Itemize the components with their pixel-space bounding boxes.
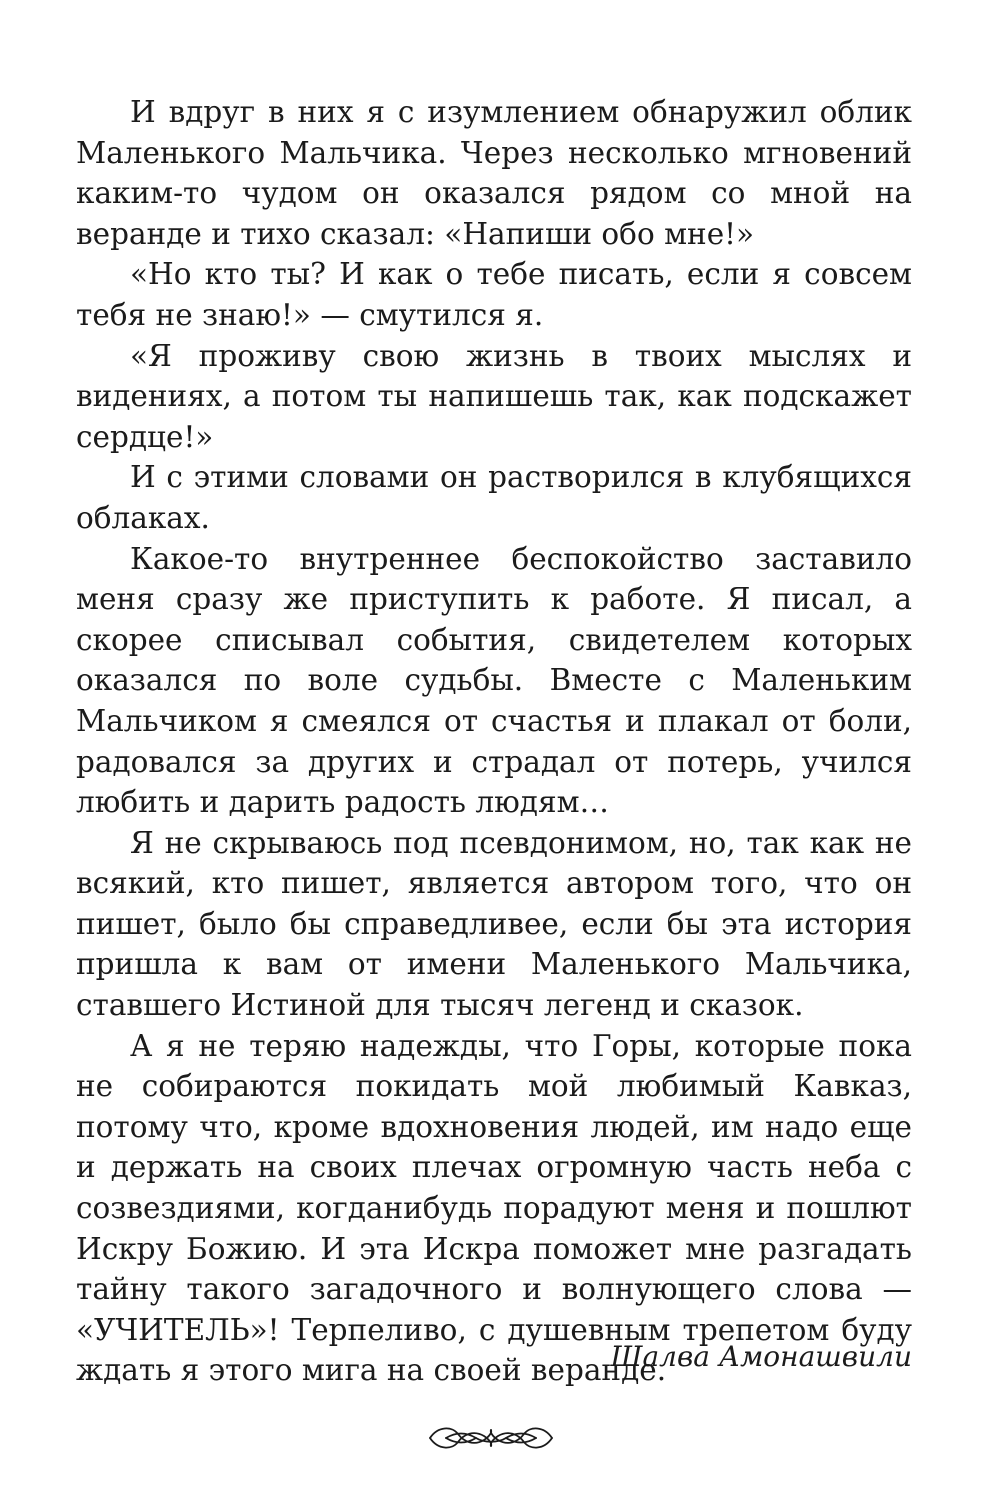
paragraph-4: И с этими словами он растворился в клубящихся облаках. (76, 460, 912, 535)
ornament-flourish-icon (426, 1418, 556, 1458)
paragraph-1: И вдруг в них я с изумлением обнаружил облик Маленького Мальчика. Через несколько мгновений каким-то чудом он оказался рядом со мной на веранде и тихо сказал: «Напиши обо мне!» (76, 95, 912, 251)
paragraph-6: Я не скрываюсь под псевдонимом, но, так как не всякий, кто пишет, является автором того, что он пишет, было бы справедливее, если бы эта история пришла к вам от имени Маленького Мальчика, ставшего Истиной для тысяч легенд и сказок. (76, 825, 912, 1023)
paragraph-5: Какое-то внутреннее беспокойство заставило меня сразу же приступить к работе. Я писал, а скорее списывал события, свидетелем которых оказался по воле судьбы. Вместе с Маленьким Мальчиком я смеялся от счастья и плакал от боли, радовался за других и страдал от потерь, учился любить и дарить радость людям… (76, 541, 912, 820)
paragraph-3: «Я проживу свою жизнь в твоих мыслях и видениях, а потом ты напишешь так, как подскажет сердце!» (76, 338, 912, 454)
paragraph-7: А я не теряю надежды, что Горы, которые пока не собираются покидать мой любимый Кавказ, потому что, кроме вдохновения людей, им надо еще и держать на своих плечах огромную часть неба с созвездиями, когданибудь порадуют меня и пошлют Искру Божию. И эта Искра поможет мне разгадать тайну такого загадочного и волнующего слова — «УЧИТЕЛЬ»! Терпеливо, с душевным трепетом буду ждать я этого мига на своей веранде. (76, 1028, 912, 1388)
paragraph-2: «Но кто ты? И как о тебе писать, если я совсем тебя не знаю!» — смутился я. (76, 257, 912, 332)
author-signature: Шалва Амонашвили (610, 1340, 912, 1373)
document-body (76, 92, 912, 1391)
